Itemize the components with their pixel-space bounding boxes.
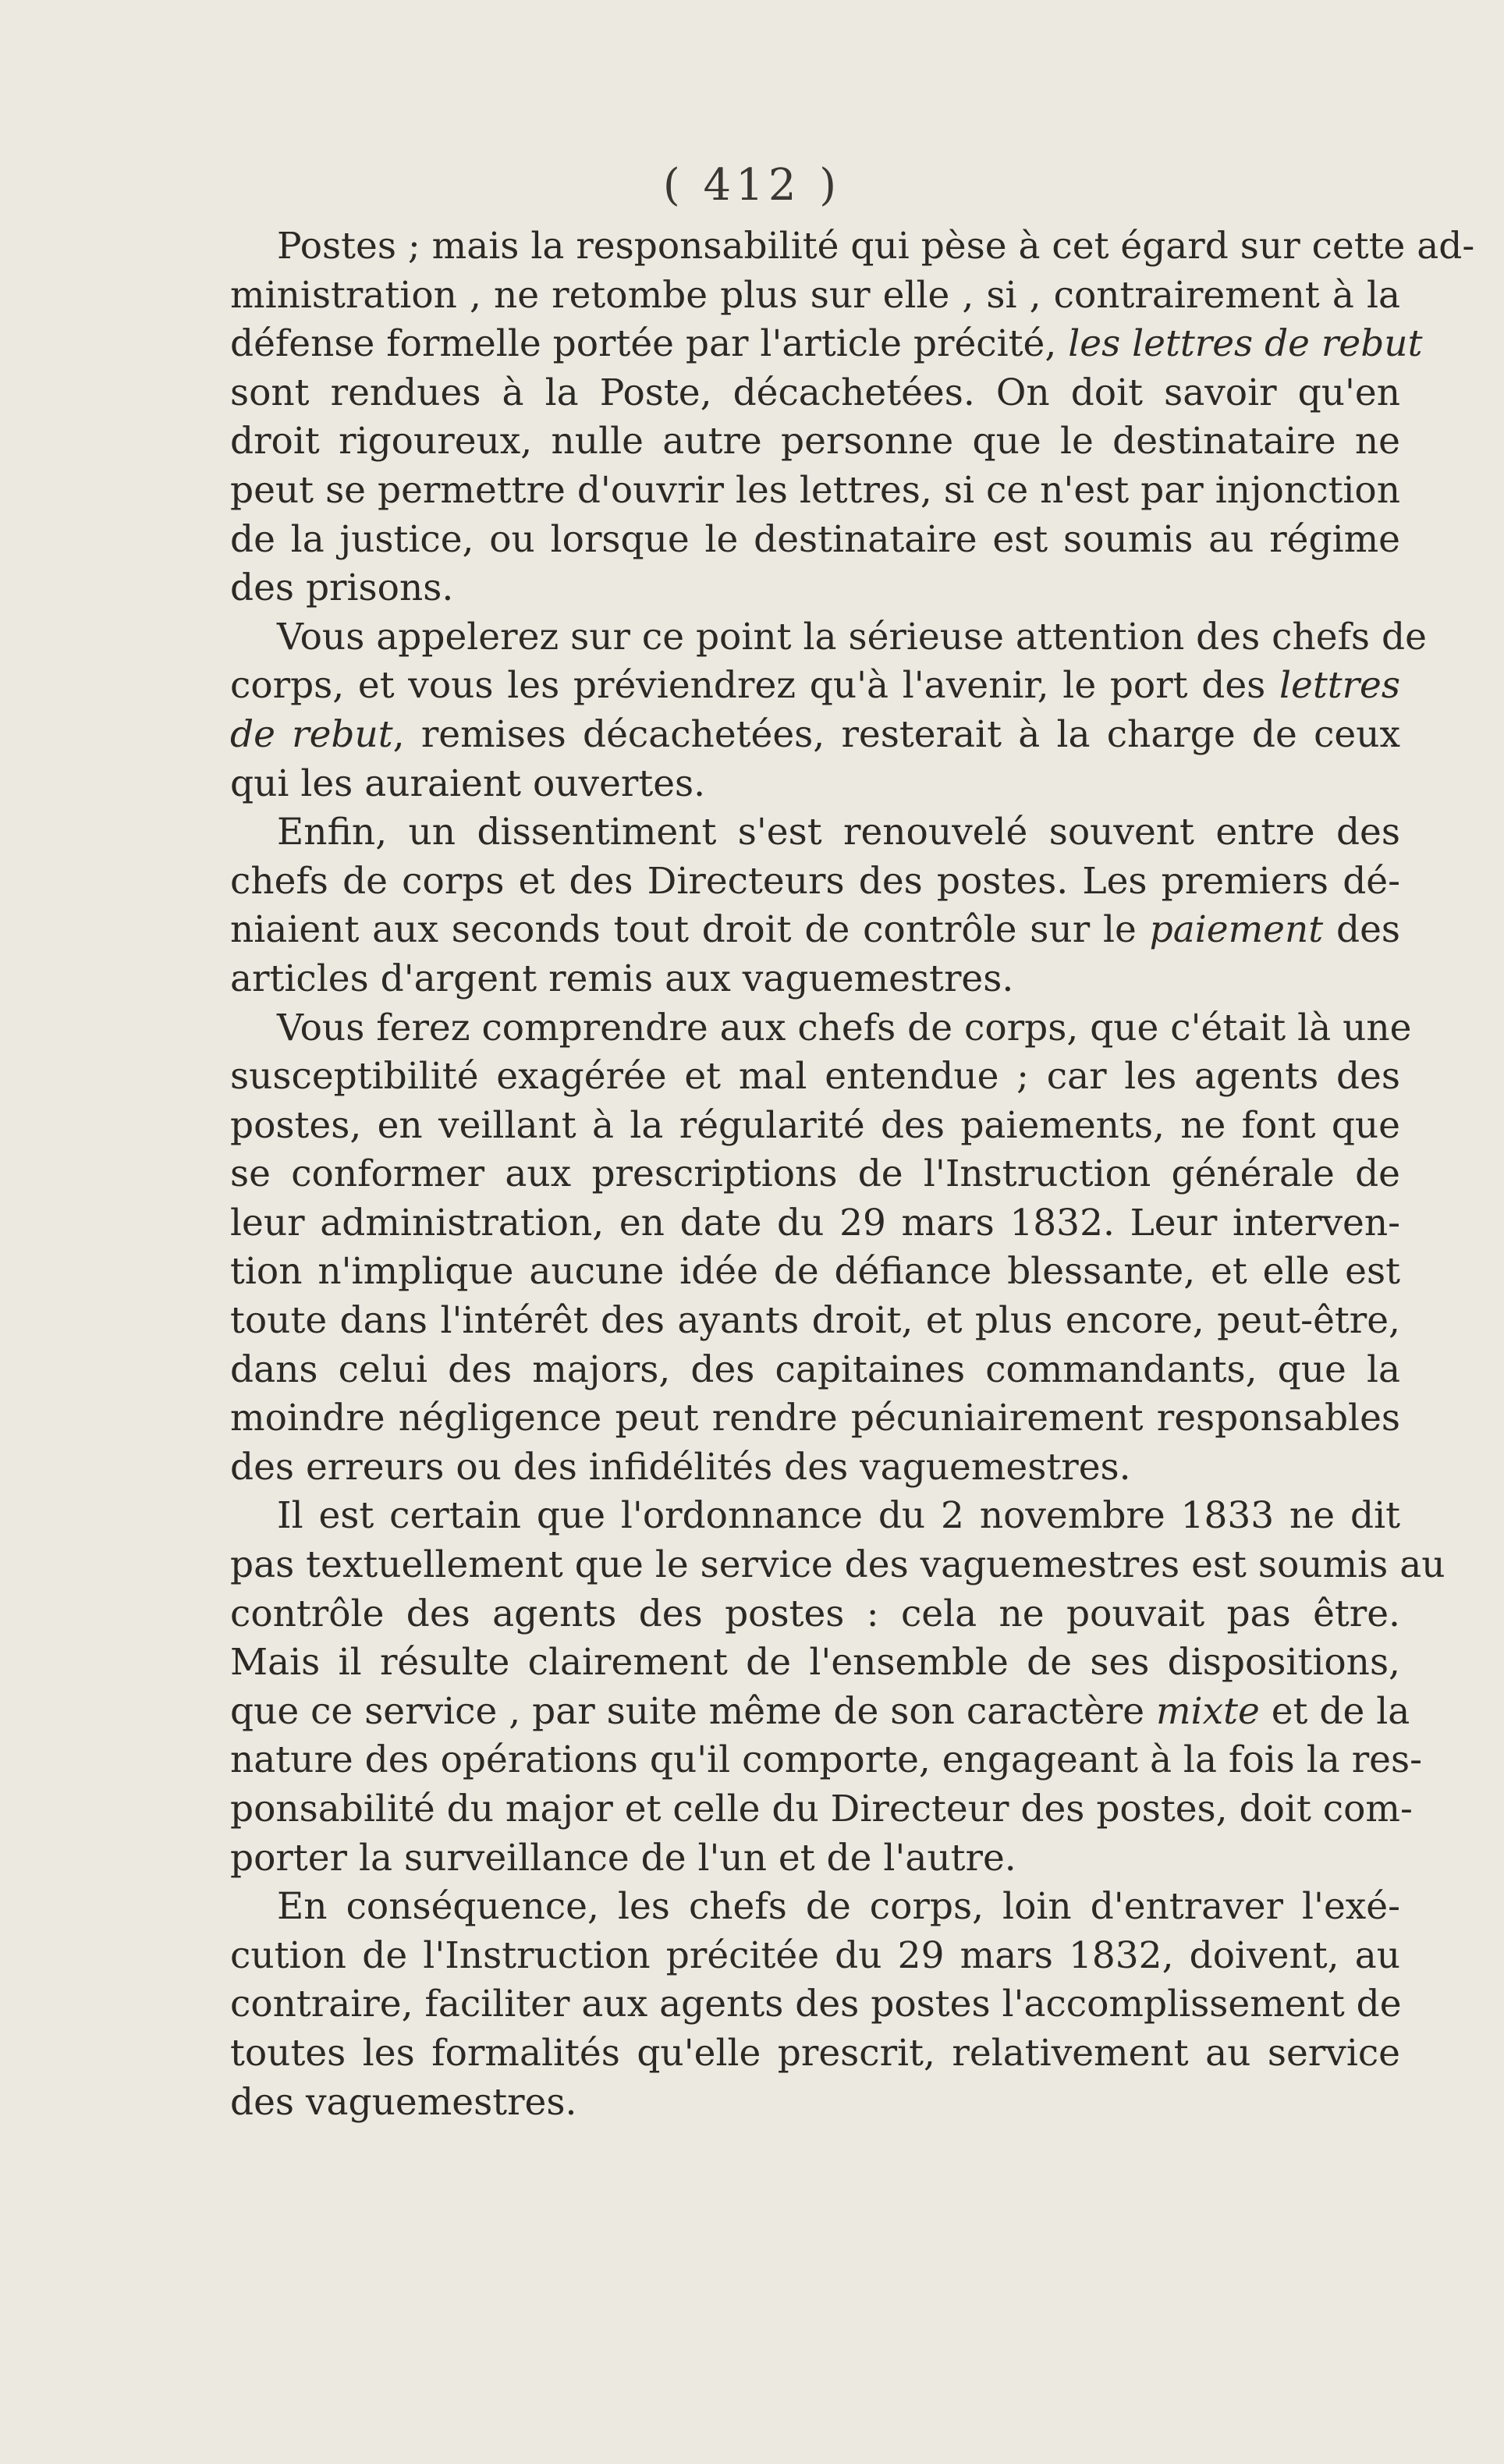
text-run: peut se permettre d'ouvrir les lettres, si ce n'est par injonction: [230, 468, 1400, 512]
body-text: [230, 222, 1475, 2127]
text-line: [230, 711, 1400, 760]
text-line: [230, 1932, 1400, 1981]
text-run: droit rigoureux, nulle autre personne que le destinataire ne: [230, 420, 1400, 463]
italic-text-run: lettres: [1279, 664, 1400, 708]
text-run: Vous appelerez sur ce point la sérieuse attention des chefs de: [277, 615, 1427, 659]
text-run: des vaguemestres.: [230, 2080, 577, 2124]
page-number: ( 412 ): [662, 160, 842, 211]
text-run: qui les auraient ouvertes.: [230, 762, 706, 805]
text-run: toute dans l'intérêt des ayants droit, et plus encore, peut-être,: [230, 1299, 1400, 1343]
text-run: susceptibilité exagérée et mal entendue ; car les agents des: [230, 1055, 1400, 1099]
text-line: [230, 417, 1400, 467]
text-run: niaient aux seconds tout droit de contrôle sur le: [230, 908, 1150, 952]
text-run: Postes ; mais la responsabilité qui pèse à cet égard sur cette ad-: [277, 225, 1475, 268]
paragraph: [230, 1492, 1445, 1883]
text-run: articles d'argent remis aux vaguemestres.: [230, 957, 1014, 1000]
text-run: tion n'implique aucune idée de défiance blessante, et elle est: [230, 1250, 1400, 1294]
text-line: [230, 1639, 1400, 1688]
text-run: ministration , ne retombe plus sur elle , si , contrairement à la: [230, 273, 1400, 317]
text-line: [230, 955, 1400, 1004]
text-line: [230, 1590, 1400, 1639]
italic-text-run: de rebut: [230, 712, 393, 756]
text-run: Vous ferez comprendre aux chefs de corps, que c'était là une: [277, 1006, 1412, 1049]
text-run: chefs de corps et des Directeurs des postes. Les premiers dé-: [230, 859, 1400, 903]
text-line: [230, 613, 1427, 662]
text-run: des: [1323, 908, 1400, 952]
text-run: toutes les formalités qu'elle prescrit, relativement au service: [230, 2031, 1400, 2075]
italic-text-run: paiement: [1149, 908, 1324, 952]
italic-text-run: les lettres de rebut: [1068, 322, 1423, 366]
text-run: , remises décachetées, resterait à la charge de ceux: [392, 712, 1400, 756]
text-line: [230, 1883, 1400, 1932]
text-line: [230, 1541, 1445, 1590]
text-line: [230, 1150, 1400, 1199]
text-line: [230, 2079, 1400, 2128]
text-line: [230, 1834, 1400, 1884]
text-line: [230, 222, 1475, 272]
text-run: porter la surveillance de l'un et de l'autre.: [230, 1836, 1016, 1880]
paragraph: [230, 222, 1475, 613]
text-line: [230, 1394, 1400, 1443]
text-line: [230, 1785, 1413, 1834]
text-run: nature des opérations qu'il comporte, engageant à la fois la res-: [230, 1738, 1422, 1782]
text-line: [230, 1053, 1400, 1102]
text-line: [230, 1443, 1400, 1493]
text-line: [230, 1980, 1400, 2029]
text-run: leur administration, en date du 29 mars 1832. Leur interven-: [230, 1201, 1400, 1244]
text-line: [230, 1688, 1410, 1737]
text-line: [230, 1346, 1400, 1395]
text-run: contrôle des agents des postes : cela ne pouvait pas être.: [230, 1592, 1400, 1635]
text-line: [230, 320, 1423, 369]
text-run: sont rendues à la Poste, décachetées. On doit savoir qu'en: [230, 371, 1400, 414]
text-line: [230, 760, 1400, 809]
text-run: moindre négligence peut rendre pécuniairement responsables: [230, 1397, 1400, 1440]
text-line: [230, 1004, 1412, 1053]
text-line: [230, 2029, 1400, 2079]
text-line: [230, 272, 1400, 321]
text-line: [230, 1297, 1400, 1346]
text-run: En conséquence, les chefs de corps, loin d'entraver l'exé-: [277, 1885, 1400, 1929]
text-run: corps, et vous les préviendrez qu'à l'avenir, le port des: [230, 664, 1279, 708]
text-run: Mais il résulte clairement de l'ensemble de ses dispositions,: [230, 1641, 1400, 1685]
text-line: [230, 516, 1400, 565]
text-run: cution de l'Instruction précitée du 29 mars 1832, doivent, au: [230, 1933, 1400, 1977]
text-run: et de la: [1259, 1689, 1410, 1733]
text-line: [230, 1248, 1400, 1297]
text-line: [230, 662, 1400, 711]
text-run: des prisons.: [230, 566, 454, 610]
paragraph: [230, 808, 1400, 1003]
text-run: dans celui des majors, des capitaines commandants, que la: [230, 1347, 1400, 1391]
text-run: postes, en veillant à la régularité des paiements, ne font que: [230, 1103, 1400, 1147]
paragraph: [230, 1004, 1412, 1493]
text-run: Enfin, un dissentiment s'est renouvelé souvent entre des: [277, 811, 1400, 854]
text-line: [230, 1492, 1400, 1541]
text-line: [230, 369, 1400, 418]
text-line: [230, 467, 1400, 516]
text-run: que ce service , par suite même de son caractère: [230, 1689, 1156, 1733]
text-line: [230, 564, 1400, 613]
text-line: [230, 1736, 1422, 1785]
text-line: [230, 808, 1400, 857]
italic-text-run: mixte: [1155, 1689, 1260, 1733]
text-line: [230, 906, 1400, 955]
text-run: contraire, faciliter aux agents des postes l'accomplissement de: [230, 1983, 1402, 2026]
text-line: [230, 857, 1400, 907]
text-run: des erreurs ou des infidélités des vaguemestres.: [230, 1445, 1131, 1489]
text-run: de la justice, ou lorsque le destinataire est soumis au régime: [230, 517, 1400, 561]
text-run: se conformer aux prescriptions de l'Instruction générale de: [230, 1152, 1400, 1196]
text-run: ponsabilité du major et celle du Directeur des postes, doit com-: [230, 1788, 1413, 1830]
text-run: défense formelle portée par l'article précité,: [230, 322, 1069, 366]
text-run: pas textuellement que le service des vaguemestres est soumis au: [230, 1543, 1445, 1587]
paragraph: [230, 613, 1427, 808]
text-line: [230, 1199, 1400, 1248]
paragraph: [230, 1883, 1400, 2127]
text-line: [230, 1102, 1400, 1151]
text-run: Il est certain que l'ordonnance du 2 novembre 1833 ne dit: [277, 1494, 1400, 1538]
